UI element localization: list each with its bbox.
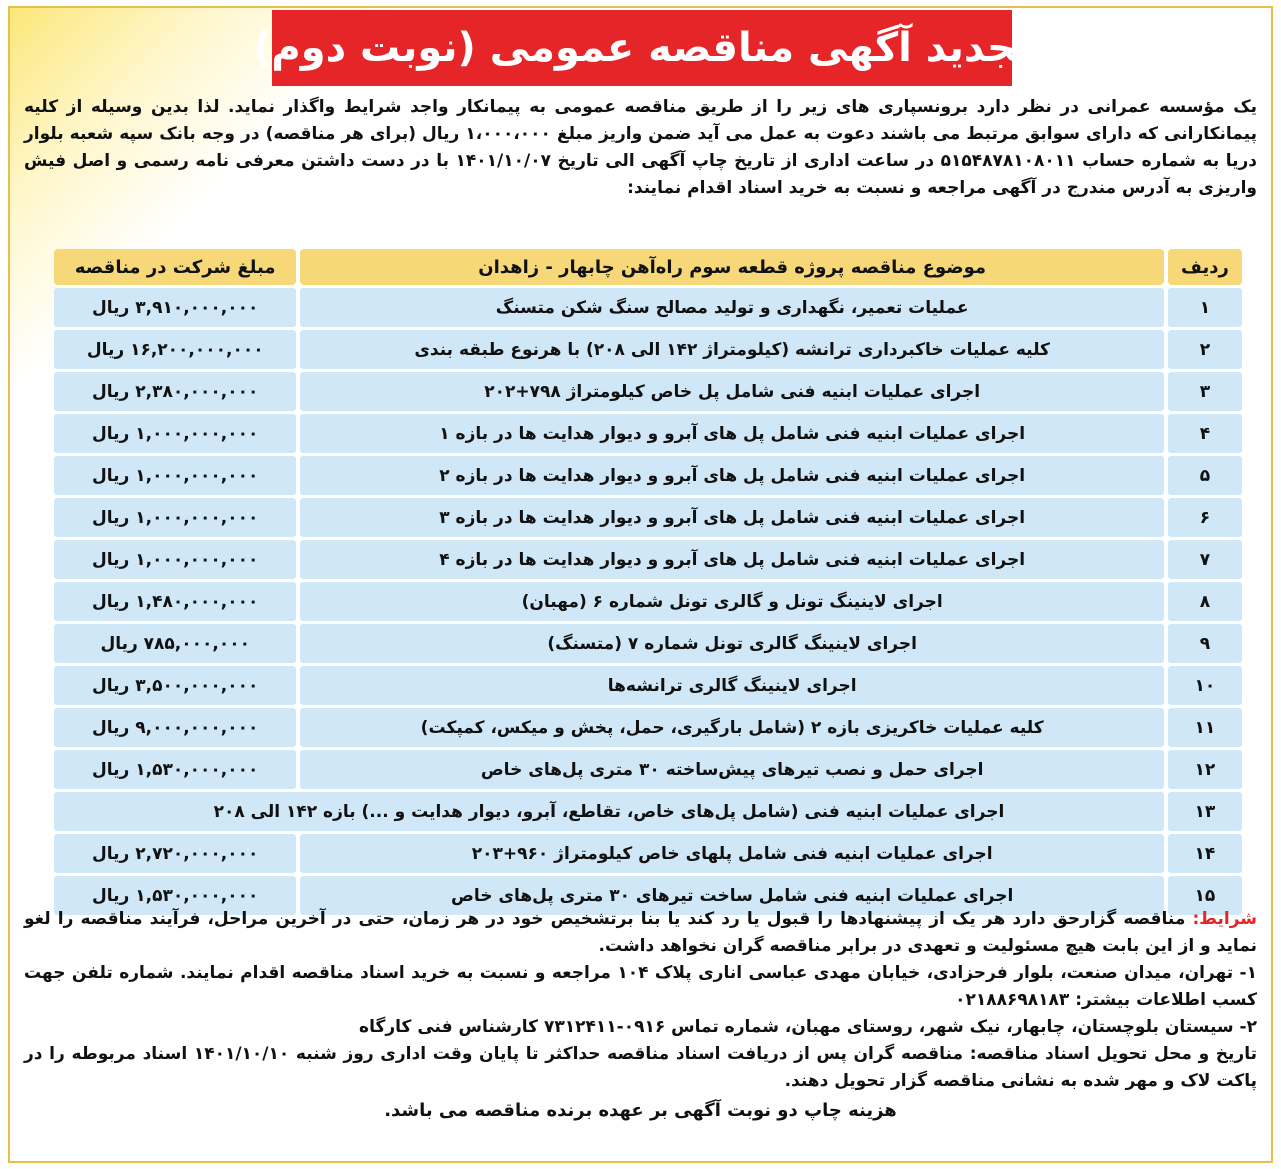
row-subject: اجرای عملیات ابنیه فنی شامل پل های آبرو و دیوار هدایت ها در بازه ۴ — [300, 540, 1163, 579]
terms-item-2: ۲- سیستان بلوچستان، چابهار، نیک شهر، روستای مهبان، شماره تماس ۰۹۱۶-۷۳۱۲۴۱۱ کارشناس فنی کارگاه — [359, 1017, 1257, 1037]
row-number: ۱۱ — [1168, 708, 1242, 747]
row-amount: ۱,۰۰۰,۰۰۰,۰۰۰ ریال — [54, 414, 296, 453]
row-amount: ۱,۰۰۰,۰۰۰,۰۰۰ ریال — [54, 540, 296, 579]
row-subject: اجرای عملیات ابنیه فنی شامل پل های آبرو و دیوار هدایت ها در بازه ۲ — [300, 456, 1163, 495]
table-body — [54, 288, 1242, 915]
row-amount: ۱,۰۰۰,۰۰۰,۰۰۰ ریال — [54, 498, 296, 537]
table-row — [54, 540, 1242, 579]
row-number: ۷ — [1168, 540, 1242, 579]
row-number: ۲ — [1168, 330, 1242, 369]
row-number: ۴ — [1168, 414, 1242, 453]
row-number: ۱۰ — [1168, 666, 1242, 705]
row-subject: اجرای عملیات ابنیه فنی شامل پلهای خاص کیلومتراژ ۹۶۰+۲۰۳ — [300, 834, 1163, 873]
row-subject: اجرای عملیات ابنیه فنی شامل ساخت تیرهای ۳۰ متری پل‌های خاص — [300, 876, 1163, 915]
row-amount: ۱,۵۳۰,۰۰۰,۰۰۰ ریال — [54, 750, 296, 789]
row-number: ۳ — [1168, 372, 1242, 411]
row-subject: اجرای لاینینگ گالری ترانشه‌ها — [300, 666, 1163, 705]
row-subject: اجرای عملیات ابنیه فنی شامل پل های آبرو و دیوار هدایت ها در بازه ۳ — [300, 498, 1163, 537]
table-row — [54, 456, 1242, 495]
row-number: ۱ — [1168, 288, 1242, 327]
terms-text: مناقصه گزارحق دارد هر یک از پیشنهادها را قبول یا رد کند یا بنا برتشخیص خود در هر زمان، حتی در آخرین مراحل، فرآیند مناقصه را لغو نماید و از این بابت هیچ مسئولیت و تعهدی در برابر مناقصه گران نخواهد داشت. — [24, 909, 1257, 956]
intro-part1: در نظر دارد برونسپاری های زیر را از طریق مناقصه عمومی به پیمانکار واجد شرایط واگذار نماید. لذا بدین وسیله از کلیه پیمانکارانی که دارای سوابق مرتبط می باشند دعوت به عمل می آید ضمن واریز مبلغ ۱،۰۰۰،۰۰۰ ریال (برای هر مناقصه) در وجه بانک سپه شعبه بلوار دریا به شماره حساب ۵۱۵۴۸۷۸۱۰۸۰۱۱ در ساعت اداری از تاریخ چاپ آگهی الی تاریخ — [24, 97, 1258, 171]
table-row — [54, 792, 1242, 831]
row-subject: اجرای عملیات ابنیه فنی شامل پل های آبرو و دیوار هدایت ها در بازه ۱ — [300, 414, 1163, 453]
tender-table — [50, 246, 1246, 918]
row-number: ۹ — [1168, 624, 1242, 663]
notice-title: تجدید آگهی مناقصه عمومی (نوبت دوم) — [272, 10, 1012, 86]
row-amount: ۱,۵۳۰,۰۰۰,۰۰۰ ریال — [54, 876, 296, 915]
table-row — [54, 666, 1242, 705]
row-number: ۱۲ — [1168, 750, 1242, 789]
table-row — [54, 498, 1242, 537]
row-subject: اجرای عملیات ابنیه فنی شامل پل خاص کیلومتراژ ۷۹۸+۲۰۲ — [300, 372, 1163, 411]
row-subject: اجرای لاینینگ گالری تونل شماره ۷ (متسنگ) — [300, 624, 1163, 663]
row-number: ۱۴ — [1168, 834, 1242, 873]
delivery-date: ۱۴۰۱/۱۰/۱۰ — [193, 1044, 290, 1064]
table-row — [54, 750, 1242, 789]
table-row — [54, 330, 1242, 369]
terms-section — [24, 906, 1257, 1124]
row-amount: ۹,۰۰۰,۰۰۰,۰۰۰ ریال — [54, 708, 296, 747]
intro-lead: یک مؤسسه عمرانی — [1087, 97, 1257, 117]
intro-paragraph — [24, 94, 1257, 202]
row-amount: ۱,۰۰۰,۰۰۰,۰۰۰ ریال — [54, 456, 296, 495]
table-row — [54, 708, 1242, 747]
row-amount: ۳,۵۰۰,۰۰۰,۰۰۰ ریال — [54, 666, 296, 705]
row-subject: اجرای لاینینگ تونل و گالری تونل شماره ۶ (مهبان) — [300, 582, 1163, 621]
row-number: ۵ — [1168, 456, 1242, 495]
terms-label: شرایط: — [1192, 909, 1257, 929]
row-amount: ۷۸۵,۰۰۰,۰۰۰ ریال — [54, 624, 296, 663]
header-subject: موضوع مناقصه پروژه قطعه سوم راه‌آهن چابهار - زاهدان — [300, 249, 1163, 285]
intro-part2: با در دست داشتن معرفی نامه رسمی و اصل فیش واریزی به آدرس مندرج در آگهی مراجعه و نسبت به خرید اسناد اقدام نمایند: — [24, 151, 1257, 198]
closing-note: هزینه چاپ دو نوبت آگهی بر عهده برنده مناقصه می باشد. — [384, 1100, 897, 1121]
delivery-label: تاریخ و محل تحویل اسناد مناقصه: — [969, 1044, 1257, 1064]
delivery-paragraph — [24, 1041, 1257, 1095]
row-subject: عملیات تعمیر، نگهداری و تولید مصالح سنگ شکن متسنگ — [300, 288, 1163, 327]
row-number: ۸ — [1168, 582, 1242, 621]
tender-notice — [8, 6, 1273, 1163]
table-row — [54, 582, 1242, 621]
delivery-text-1: مناقصه گران پس از دریافت اسناد مناقصه حداکثر تا پایان وقت اداری روز شنبه — [289, 1044, 970, 1064]
row-number: ۱۳ — [1168, 792, 1242, 831]
table-row — [54, 834, 1242, 873]
row-amount: ۲,۷۲۰,۰۰۰,۰۰۰ ریال — [54, 834, 296, 873]
table-row — [54, 372, 1242, 411]
table-header-row — [54, 249, 1242, 285]
intro-deadline-date: ۱۴۰۱/۱۰/۰۷ — [455, 151, 551, 171]
row-number: ۶ — [1168, 498, 1242, 537]
row-subject: کلیه عملیات خاکبرداری ترانشه (کیلومتراژ ۱۴۲ الی ۲۰۸) با هرنوع طبقه بندی — [300, 330, 1163, 369]
row-amount: ۳,۹۱۰,۰۰۰,۰۰۰ ریال — [54, 288, 296, 327]
terms-paragraph — [24, 906, 1257, 960]
row-subject: اجرای عملیات ابنیه فنی (شامل پل‌های خاص، تقاطع، آبرو، دیوار هدایت و ...) بازه ۱۴۲ الی ۲۰۸ — [54, 792, 1164, 831]
delivery-text-2: اسناد مربوطه را در پاکت لاک و مهر شده به نشانی مناقصه گزار تحویل دهند. — [24, 1044, 1257, 1091]
row-amount: ۲,۳۸۰,۰۰۰,۰۰۰ ریال — [54, 372, 296, 411]
row-number: ۱۵ — [1168, 876, 1242, 915]
table-row — [54, 624, 1242, 663]
row-amount: ۱۶,۲۰۰,۰۰۰,۰۰۰ ریال — [54, 330, 296, 369]
terms-item-1: ۱- تهران، میدان صنعت، بلوار فرحزادی، خیابان مهدی عباسی اناری پلاک ۱۰۴ مراجعه و نسبت به خرید اسناد مناقصه اقدام نمایند. شماره تلفن جهت کسب اطلاعات بیشتر: ۰۲۱۸۸۶۹۸۱۸۳ — [24, 963, 1258, 1010]
row-subject: کلیه عملیات خاکریزی بازه ۲ (شامل بارگیری، حمل، پخش و میکس، کمپکت) — [300, 708, 1163, 747]
header-amount: مبلغ شرکت در مناقصه — [54, 249, 296, 285]
row-subject: اجرای حمل و نصب تیرهای پیش‌ساخته ۳۰ متری پل‌های خاص — [300, 750, 1163, 789]
table-row — [54, 414, 1242, 453]
row-amount: ۱,۴۸۰,۰۰۰,۰۰۰ ریال — [54, 582, 296, 621]
header-row-number: ردیف — [1168, 249, 1242, 285]
table-row — [54, 288, 1242, 327]
